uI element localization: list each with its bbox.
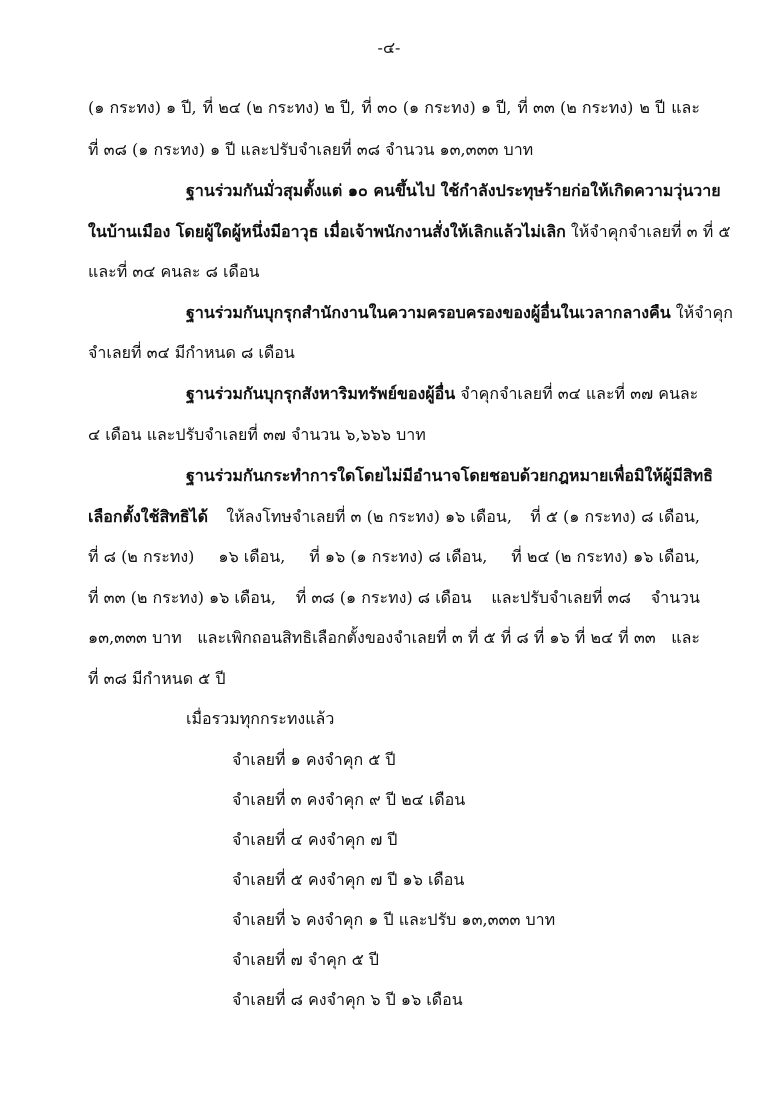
- sentence-text: จำคุกจำเลยที่ ๓๔ และที่ ๓๗ คนละ: [460, 384, 699, 403]
- text-segment: ที่ ๓๘ (๑ กระทง) ๘ เดือน: [295, 588, 472, 607]
- paragraph-line: [88, 98, 700, 118]
- charge-heading: ในบ้านเมือง โดยผู้ใดผู้หนึ่งมีอาวุธ เมื่อเจ้าพนักงานสั่งให้เลิกแล้วไม่เลิก: [88, 222, 566, 241]
- summary-item: จำเลยที่ ๕ คงจำคุก ๗ ปี ๑๖ เดือน: [232, 870, 465, 889]
- paragraph-line: [88, 547, 700, 567]
- text-segment: ๒ ปี: [639, 98, 666, 117]
- charge-heading: เลือกตั้งใช้สิทธิได้: [88, 507, 208, 526]
- text-segment: ที่ ๓๓ (๒ กระทง) ๑๖ เดือน,: [88, 588, 276, 607]
- summary-item: จำเลยที่ ๔ คงจำคุก ๗ ปี: [232, 830, 398, 849]
- text-segment: (๑ กระทง) ๑ ปี,: [88, 98, 197, 117]
- summary-item: จำเลยที่ ๖ คงจำคุก ๑ ปี และปรับ ๑๓,๓๓๓ บาท: [232, 910, 556, 929]
- paragraph-line: และที่ ๓๔ คนละ ๘ เดือน: [88, 262, 260, 281]
- text-segment: ที่ ๓๐ (๑ กระทง) ๑ ปี,: [361, 98, 512, 117]
- charge-heading: ฐานร่วมกันบุกรุกสำนักงานในความครอบครองของผู้อื่นในเวลากลางคืน: [186, 303, 671, 322]
- paragraph-line: [88, 628, 700, 648]
- text-segment: ให้ลงโทษจำเลยที่ ๓ (๒ กระทง) ๑๖ เดือน,: [226, 507, 512, 526]
- text-segment: และปรับจำเลยที่ ๓๘: [491, 588, 631, 607]
- paragraph-line: [88, 588, 700, 608]
- text-segment: และเพิกถอนสิทธิเลือกตั้งของจำเลยที่ ๓ ที่ ๕ ที่ ๘ ที่ ๑๖ ที่ ๒๔ ที่ ๓๓: [197, 628, 656, 647]
- page-number: -๔-: [377, 38, 401, 57]
- summary-item: จำเลยที่ ๗ จำคุก ๕ ปี: [232, 950, 379, 969]
- summary-item: จำเลยที่ ๘ คงจำคุก ๖ ปี ๑๖ เดือน: [232, 990, 463, 1009]
- charge-heading: ฐานร่วมกันมั่วสุมตั้งแต่ ๑๐ คนขึ้นไป ใช้กำลังประทุษร้ายก่อให้เกิดความวุ่นวาย: [186, 181, 721, 200]
- summary-item: จำเลยที่ ๓ คงจำคุก ๙ ปี ๒๔ เดือน: [232, 790, 466, 809]
- text-segment: และ: [671, 98, 700, 117]
- text-segment: ที่ ๕ (๑ กระทง) ๘ เดือน,: [530, 507, 700, 526]
- text-segment: ที่ ๒๔ (๒ กระทง) ๑๖ เดือน,: [511, 547, 700, 566]
- paragraph-line: [88, 222, 731, 242]
- paragraph-line: [88, 507, 700, 527]
- text-segment: ที่ ๑๖ (๑ กระทง) ๘ เดือน,: [309, 547, 488, 566]
- paragraph-heading-line: [186, 181, 721, 201]
- text-segment: ที่ ๘ (๒ กระทง): [88, 547, 195, 566]
- paragraph-line: จำเลยที่ ๓๔ มีกำหนด ๘ เดือน: [88, 343, 295, 362]
- paragraph-heading-line: [186, 303, 733, 323]
- summary-item: จำเลยที่ ๑ คงจำคุก ๕ ปี: [232, 750, 396, 769]
- sentence-text: ให้จำคุกจำเลยที่ ๓ ที่ ๕: [570, 222, 731, 241]
- paragraph-heading-line: [186, 384, 700, 404]
- text-segment: ๑๖ เดือน,: [218, 547, 286, 566]
- paragraph-line: ที่ ๓๘ มีกำหนด ๕ ปี: [88, 669, 226, 688]
- paragraph-heading-line: [186, 466, 713, 486]
- text-segment: ที่ ๒๔ (๒ กระทง) ๒ ปี,: [202, 98, 356, 117]
- text-segment: ๑๓,๓๓๓ บาท: [88, 628, 182, 647]
- paragraph-line: ที่ ๓๘ (๑ กระทง) ๑ ปี และปรับจำเลยที่ ๓๘ จำนวน ๑๓,๓๓๓ บาท: [88, 140, 534, 159]
- charge-heading: ฐานร่วมกันบุกรุกสังหาริมทรัพย์ของผู้อื่น: [186, 384, 456, 403]
- summary-label: เมื่อรวมทุกกระทงแล้ว: [186, 709, 335, 728]
- paragraph-line: ๔ เดือน และปรับจำเลยที่ ๓๗ จำนวน ๖,๖๖๖ บาท: [88, 425, 426, 444]
- charge-heading: ฐานร่วมกันกระทำการใดโดยไม่มีอำนาจโดยชอบด้วยกฎหมายเพื่อมิให้ผู้มีสิทธิ: [186, 466, 713, 485]
- text-segment: ที่ ๓๓ (๒ กระทง): [517, 98, 634, 117]
- text-segment: และ: [671, 628, 700, 647]
- sentence-text: ให้จำคุก: [675, 303, 733, 322]
- text-segment: จำนวน: [650, 588, 700, 607]
